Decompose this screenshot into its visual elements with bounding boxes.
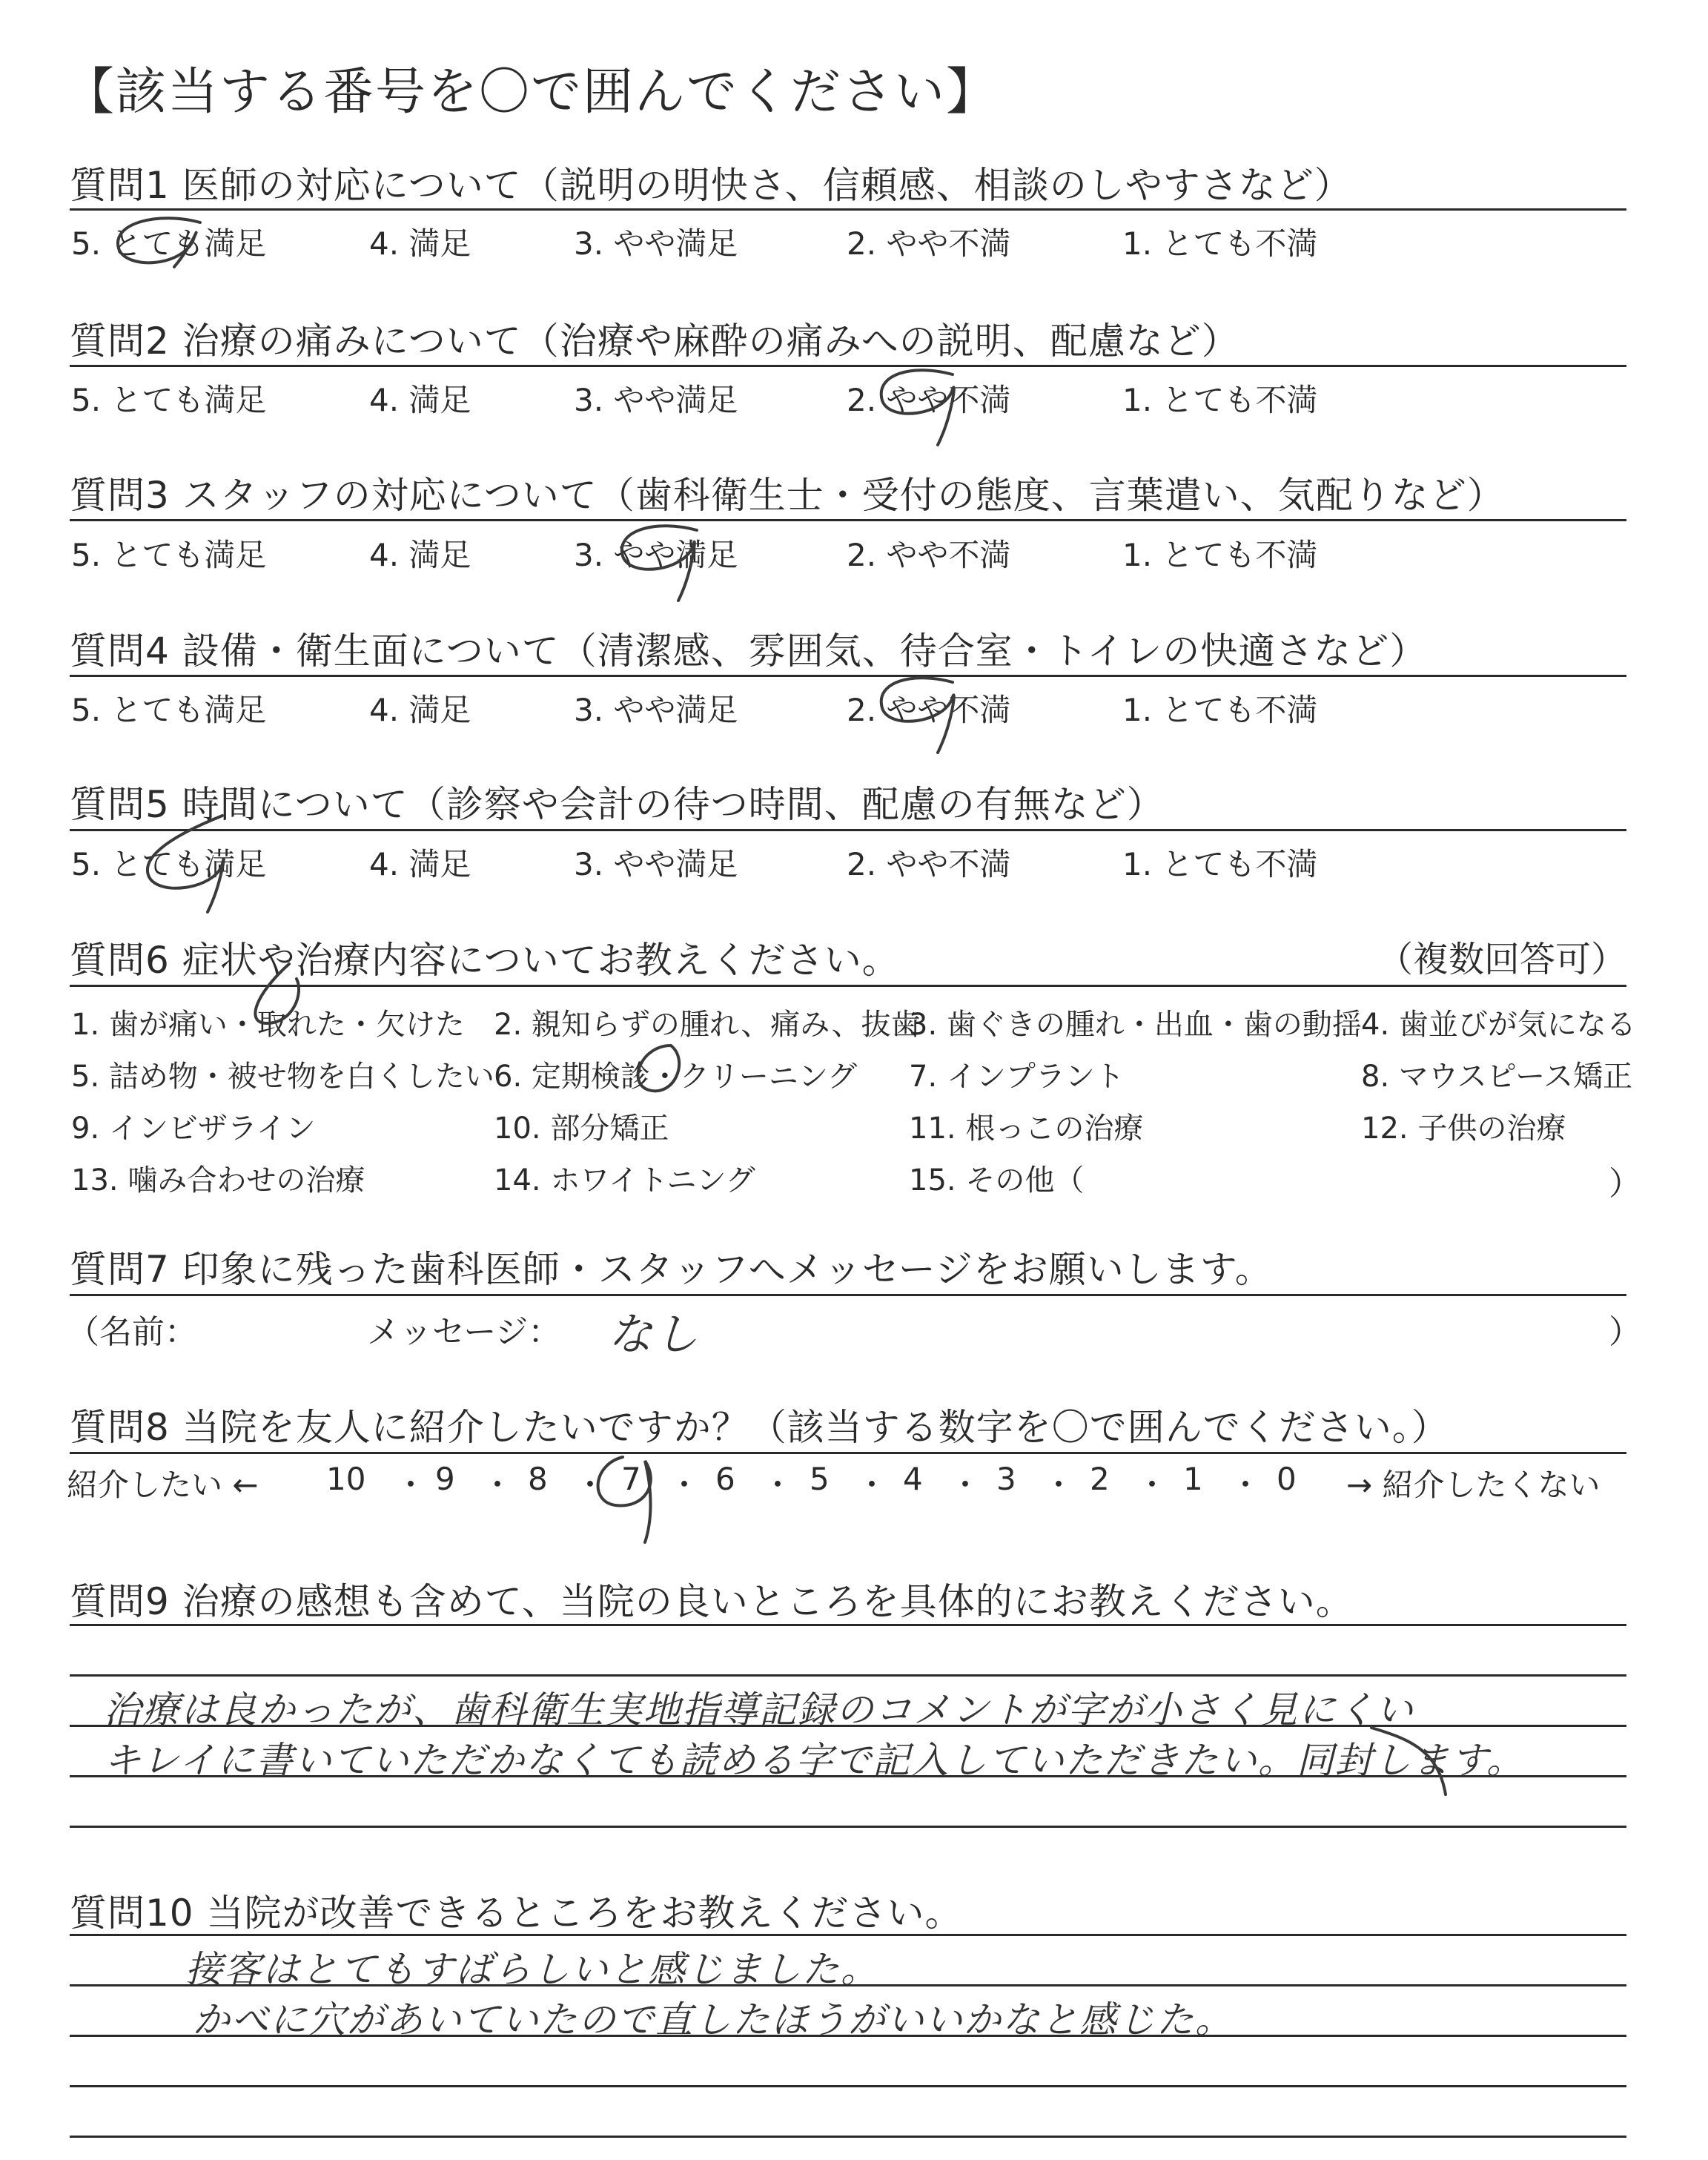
q1-option-5[interactable]: 5. とても満足 xyxy=(71,225,267,262)
question-9-title: 質問9 治療の感想も含めて、当院の良いところを具体的にお教えください。 xyxy=(70,1580,1354,1623)
question-10-title: 質問10 当院が改善できるところをお教えください。 xyxy=(70,1892,963,1935)
q2-option-5[interactable]: 5. とても満足 xyxy=(71,382,267,418)
q2-option-4[interactable]: 4. 満足 xyxy=(369,382,471,418)
q8-scale-6[interactable]: 6 xyxy=(715,1461,735,1497)
q9-note-strike xyxy=(1371,1728,1446,1794)
q9-answer-line-2[interactable]: キレイに書いていただかなくても読める字で記入していただきたい。同封します。 xyxy=(104,1739,1525,1782)
question-5-title: 質問5 時間について（診察や会計の待つ時間、配慮の有無など） xyxy=(70,783,1165,826)
q10-answer-line-1[interactable]: 接客はとてもすばらしいと感じました。 xyxy=(185,1948,879,1991)
q6-item-15[interactable]: 15. その他（ xyxy=(909,1163,1085,1198)
q8-scale-7[interactable]: 7 xyxy=(621,1461,641,1497)
q6-selection-mark xyxy=(255,964,299,1023)
q8-left-label: 紹介したい ← xyxy=(67,1467,259,1503)
q6-item-7[interactable]: 7. インプラント xyxy=(909,1060,1125,1094)
form-heading: 【該当する番号を〇で囲んでください】 xyxy=(64,63,999,122)
q8-scale-4[interactable]: 4 xyxy=(903,1461,923,1497)
question-6-multiple-note: （複数回答可） xyxy=(1377,939,1626,980)
q5-option-5[interactable]: 5. とても満足 xyxy=(71,846,267,882)
q5-option-4[interactable]: 4. 満足 xyxy=(369,846,471,882)
q1-option-2[interactable]: 2. やや不満 xyxy=(847,225,1011,262)
q3-option-3[interactable]: 3. やや満足 xyxy=(574,537,738,573)
q1-option-1[interactable]: 1. とても不満 xyxy=(1122,225,1318,262)
q5-option-3[interactable]: 3. やや満足 xyxy=(574,846,738,882)
q6-item-5[interactable]: 5. 詰め物・被せ物を白くしたい xyxy=(71,1060,494,1094)
q8-sep: ・ xyxy=(395,1467,427,1503)
q6-item-9[interactable]: 9. インビザライン xyxy=(71,1112,316,1146)
q7-name-label: （名前： xyxy=(67,1313,197,1351)
q8-right-label: → 紹介したくない xyxy=(1346,1467,1601,1503)
q7-message-label: メッセージ： xyxy=(367,1313,561,1351)
q8-scale-1[interactable]: 1 xyxy=(1183,1461,1203,1497)
q3-option-5[interactable]: 5. とても満足 xyxy=(71,537,267,573)
q8-scale-5[interactable]: 5 xyxy=(810,1461,830,1497)
q8-sep: ・ xyxy=(575,1467,606,1503)
q5-option-1[interactable]: 1. とても不満 xyxy=(1122,846,1318,882)
q6-item-8[interactable]: 8. マウスピース矯正 xyxy=(1361,1060,1633,1094)
q7-close-paren: ） xyxy=(1609,1313,1641,1351)
q6-item-11[interactable]: 11. 根っこの治療 xyxy=(909,1112,1144,1146)
q2-option-2[interactable]: 2. やや不満 xyxy=(847,382,1011,418)
q4-option-3[interactable]: 3. やや満足 xyxy=(574,692,738,728)
q3-option-1[interactable]: 1. とても不満 xyxy=(1122,537,1318,573)
q8-selection-mark xyxy=(598,1457,651,1542)
q8-scale-2[interactable]: 2 xyxy=(1090,1461,1110,1497)
q8-sep: ・ xyxy=(1043,1467,1075,1503)
q2-option-3[interactable]: 3. やや満足 xyxy=(574,382,738,418)
question-4-title: 質問4 設備・衛生面について（清潔感、雰囲気、待合室・トイレの快適さなど） xyxy=(70,630,1428,673)
q5-option-2[interactable]: 2. やや不満 xyxy=(847,846,1011,882)
q6-item-2[interactable]: 2. 親知らずの腫れ、痛み、抜歯 xyxy=(494,1008,921,1042)
q4-option-2[interactable]: 2. やや不満 xyxy=(847,692,1011,728)
q8-scale-9[interactable]: 9 xyxy=(435,1461,455,1497)
q6-item-3[interactable]: 3. 歯ぐきの腫れ・出血・歯の動揺 xyxy=(909,1008,1362,1042)
q3-option-2[interactable]: 2. やや不満 xyxy=(847,537,1011,573)
q1-option-4[interactable]: 4. 満足 xyxy=(369,225,471,262)
q4-option-1[interactable]: 1. とても不満 xyxy=(1122,692,1318,728)
q6-other-close-paren: ） xyxy=(1609,1165,1641,1203)
q4-option-5[interactable]: 5. とても満足 xyxy=(71,692,267,728)
q6-item-1[interactable]: 1. 歯が痛い・取れた・欠けた xyxy=(71,1008,465,1042)
q8-scale-8[interactable]: 8 xyxy=(528,1461,548,1497)
q6-item6-selection-mark xyxy=(638,1046,680,1091)
q7-message-answer[interactable]: なし xyxy=(608,1309,700,1361)
q8-sep: ・ xyxy=(856,1467,888,1503)
q5-selection-mark xyxy=(148,816,224,912)
question-2-title: 質問2 治療の痛みについて（治療や麻酔の痛みへの説明、配慮など） xyxy=(70,320,1239,363)
q6-item-4[interactable]: 4. 歯並びが気になる xyxy=(1361,1008,1636,1042)
q8-sep: ・ xyxy=(482,1467,514,1503)
q3-option-4[interactable]: 4. 満足 xyxy=(369,537,471,573)
q8-sep: ・ xyxy=(669,1467,701,1503)
q9-answer-line-1[interactable]: 治療は良かったが、歯科衛生実地指導記録のコメントが字が小さく見にくい xyxy=(104,1688,1414,1731)
q6-item-6[interactable]: 6. 定期検診・クリーニング xyxy=(494,1060,858,1094)
q1-option-3[interactable]: 3. やや満足 xyxy=(574,225,738,262)
q6-item-13[interactable]: 13. 噛み合わせの治療 xyxy=(71,1163,365,1198)
q8-sep: ・ xyxy=(1230,1467,1262,1503)
q3-selection-mark xyxy=(622,526,697,601)
q8-sep: ・ xyxy=(1136,1467,1168,1503)
question-6-title: 質問6 症状や治療内容についてお教えください。 xyxy=(70,939,900,982)
q2-option-1[interactable]: 1. とても不満 xyxy=(1122,382,1318,418)
question-8-title: 質問8 当院を友人に紹介したいですか？（該当する数字を〇で囲んでください。） xyxy=(70,1406,1449,1449)
q8-scale-10[interactable]: 10 xyxy=(326,1461,366,1497)
q8-scale-0[interactable]: 0 xyxy=(1277,1461,1297,1497)
q6-item-14[interactable]: 14. ホワイトニング xyxy=(494,1163,755,1198)
q4-selection-mark xyxy=(881,678,954,753)
q1-selection-mark xyxy=(118,218,200,267)
q6-item-10[interactable]: 10. 部分矯正 xyxy=(494,1112,669,1146)
question-1-title: 質問1 医師の対応について（説明の明快さ、信頼感、相談のしやすさなど） xyxy=(70,164,1352,207)
question-3-title: 質問3 スタッフの対応について（歯科衛生士・受付の態度、言葉遣い、気配りなど） xyxy=(70,474,1505,517)
q8-sep: ・ xyxy=(950,1467,982,1503)
question-7-title: 質問7 印象に残った歯科医師・スタッフへメッセージをお願いします。 xyxy=(70,1248,1273,1291)
q2-selection-mark xyxy=(881,370,954,445)
q8-scale-3[interactable]: 3 xyxy=(996,1461,1016,1497)
q8-sep: ・ xyxy=(762,1467,794,1503)
q6-item-12[interactable]: 12. 子供の治療 xyxy=(1361,1112,1566,1146)
q10-answer-line-2[interactable]: かべに穴があいていたので直したほうがいいかなと感じた。 xyxy=(193,1998,1234,2041)
q4-option-4[interactable]: 4. 満足 xyxy=(369,692,471,728)
